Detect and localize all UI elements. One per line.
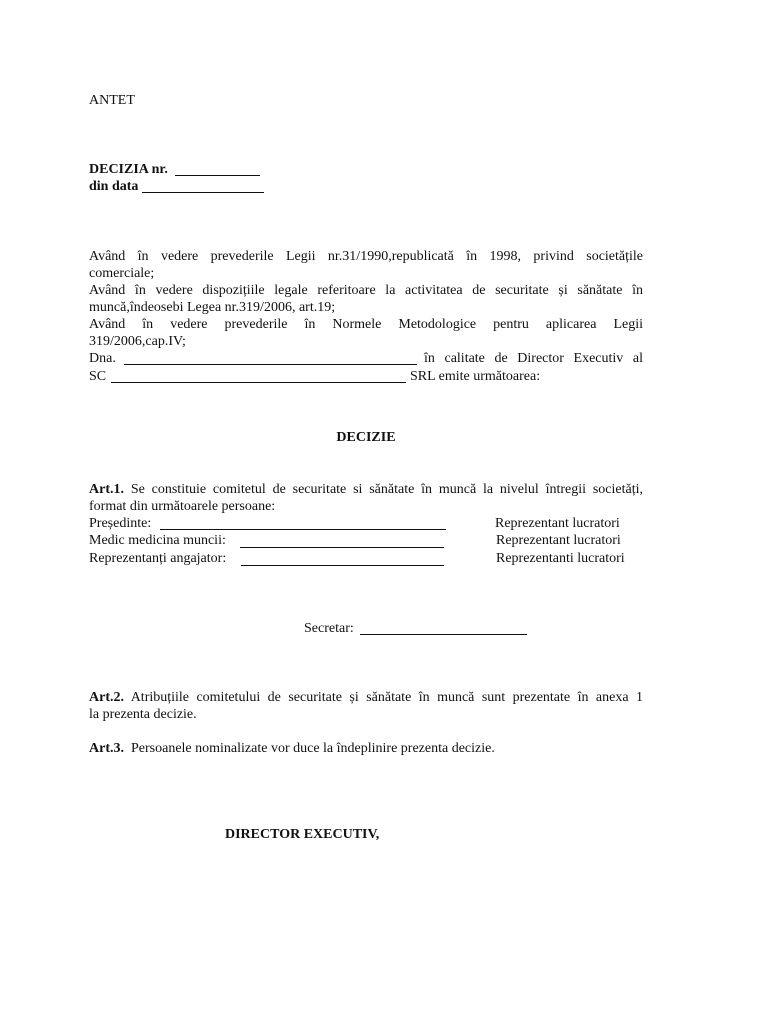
sc-prefix: SC [89, 369, 107, 384]
sc-suffix: SRL emite următoarea: [410, 369, 541, 384]
dna-name-blank [124, 364, 417, 365]
article-2-label: Art.2. [89, 690, 124, 705]
dna-suffix: în calitate de Director Executiv al [424, 351, 643, 366]
article-3-label: Art.3. [89, 741, 124, 756]
preamble-line-1: Având în vedere prevederile Legii nr.31/1990,republicată în 1998, privind societățile [89, 249, 643, 264]
member-note-medic: Reprezentant lucratori [496, 533, 621, 548]
preamble-line-4: muncă,îndeosebi Legea nr.319/2006, art.19; [89, 300, 336, 315]
dna-prefix: Dna. [89, 351, 116, 366]
preamble-line-5: Având în vedere prevederile în Normele Metodologice pentru aplicarea Legii [89, 317, 643, 332]
antet-label: ANTET [89, 93, 135, 108]
signature-title: DIRECTOR EXECUTIV, [225, 827, 380, 842]
article-2-text-1: Atribuțiile comitetului de securitate și sănătate în muncă sunt prezentate în anexa 1 [130, 690, 643, 705]
member-blank-president [160, 529, 446, 530]
secretar-blank [360, 634, 527, 635]
decision-date-label [89, 178, 138, 195]
article-1-label: Art.1. [89, 482, 124, 497]
sc-name-blank [111, 382, 406, 383]
preamble-line-2: comerciale; [89, 266, 155, 281]
member-role-president: Președinte: [89, 516, 152, 531]
member-role-medic: Medic medicina muncii: [89, 533, 226, 548]
article-1-line-1 [89, 481, 643, 498]
preamble-line-3: Având în vedere dispozițiile legale referitoare la activitatea de securitate și sănătate în [89, 283, 643, 298]
decision-date-blank [142, 192, 264, 193]
preamble [89, 248, 643, 350]
article-2 [89, 689, 643, 723]
article-2-line-2: la prezenta decizie. [89, 707, 197, 722]
din-data-text: din data [89, 179, 139, 194]
member-blank-medic [240, 547, 444, 548]
member-note-president: Reprezentant lucratori [495, 516, 620, 531]
preamble-line-6: 319/2006,cap.IV; [89, 334, 186, 349]
member-role-employer: Reprezentanți angajator: [89, 551, 227, 566]
article-3 [89, 740, 495, 757]
article-2-line-1 [89, 689, 643, 706]
article-3-text: Persoanele nominalizate vor duce la îndeplinire prezenta decizie. [131, 741, 495, 756]
member-note-employer: Reprezentanti lucratori [496, 551, 625, 566]
decision-title: DECIZIE [336, 430, 396, 445]
secretar-label: Secretar: [304, 621, 354, 636]
article-1-line-2: format din următoarele persoane: [89, 499, 276, 514]
article-1-text-1: Se constituie comitetul de securitate si sănătate în muncă la nivelul întregii societăți, [130, 482, 644, 497]
article-1 [89, 481, 643, 515]
decizia-nr-text: DECIZIA nr. [89, 162, 168, 177]
decision-number-label [89, 161, 168, 178]
decision-number-blank [175, 175, 260, 176]
member-blank-employer [241, 565, 444, 566]
